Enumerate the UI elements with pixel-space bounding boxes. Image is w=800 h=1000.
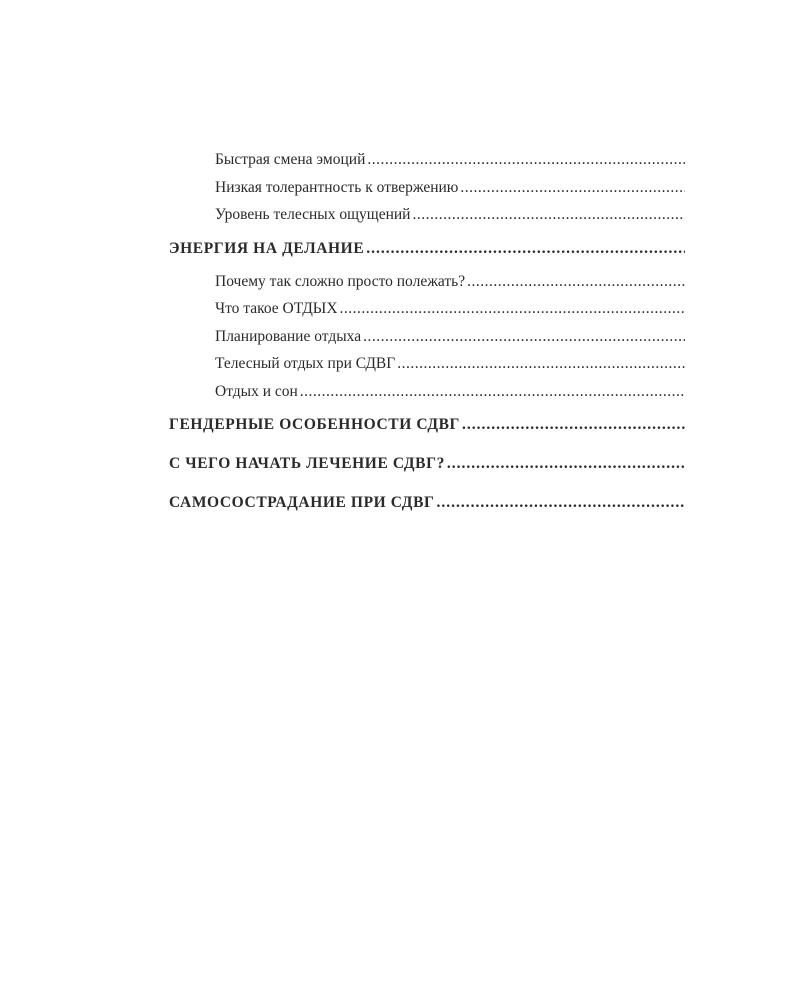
toc-chapter-title: САМОСОСТРАДАНИЕ ПРИ СДВГ <box>169 494 435 511</box>
toc-entry[interactable] <box>169 350 685 378</box>
toc-entry-title: Что такое ОТДЫХ <box>215 300 338 317</box>
toc-chapter-title: ЭНЕРГИЯ НА ДЕЛАНИЕ <box>169 239 365 257</box>
toc-entry[interactable] <box>169 323 685 351</box>
dot-leader <box>462 405 685 444</box>
dot-leader <box>397 350 685 378</box>
toc-entry-title: Быстрая смена эмоций <box>215 151 366 168</box>
toc-entry-title: Почему так сложно просто полежать? <box>215 272 466 290</box>
toc-entry[interactable] <box>169 378 685 406</box>
table-of-contents <box>169 146 685 522</box>
dot-leader <box>467 268 685 296</box>
dot-leader <box>363 323 685 351</box>
dot-leader <box>460 174 685 202</box>
toc-entry[interactable] <box>169 268 685 296</box>
toc-entry[interactable] <box>169 201 685 229</box>
dot-leader <box>367 146 685 174</box>
dot-leader <box>447 444 685 483</box>
dot-leader <box>300 378 685 406</box>
toc-entry-title: Телесный отдых при СДВГ <box>215 355 396 372</box>
toc-chapter[interactable] <box>169 483 685 522</box>
dot-leader <box>412 201 685 229</box>
toc-entry[interactable] <box>169 174 685 202</box>
toc-entry-title: Низкая толерантность к отвержению <box>215 178 459 196</box>
toc-entry-title: Уровень телесных ощущений <box>215 206 411 223</box>
toc-chapter[interactable] <box>169 444 685 483</box>
toc-chapter[interactable] <box>169 405 685 444</box>
toc-chapter[interactable] <box>169 229 685 268</box>
dot-leader <box>366 229 685 268</box>
toc-entry-title: Планирование отдыха <box>215 327 362 345</box>
toc-entry[interactable] <box>169 295 685 323</box>
dot-leader <box>436 483 685 522</box>
dot-leader <box>340 295 685 323</box>
toc-entry[interactable] <box>169 146 685 174</box>
toc-entry-title: Отдых и сон <box>215 382 298 400</box>
toc-chapter-title: ГЕНДЕРНЫЕ ОСОБЕННОСТИ СДВГ <box>169 416 461 433</box>
toc-chapter-title: С ЧЕГО НАЧАТЬ ЛЕЧЕНИЕ СДВГ? <box>169 455 445 472</box>
